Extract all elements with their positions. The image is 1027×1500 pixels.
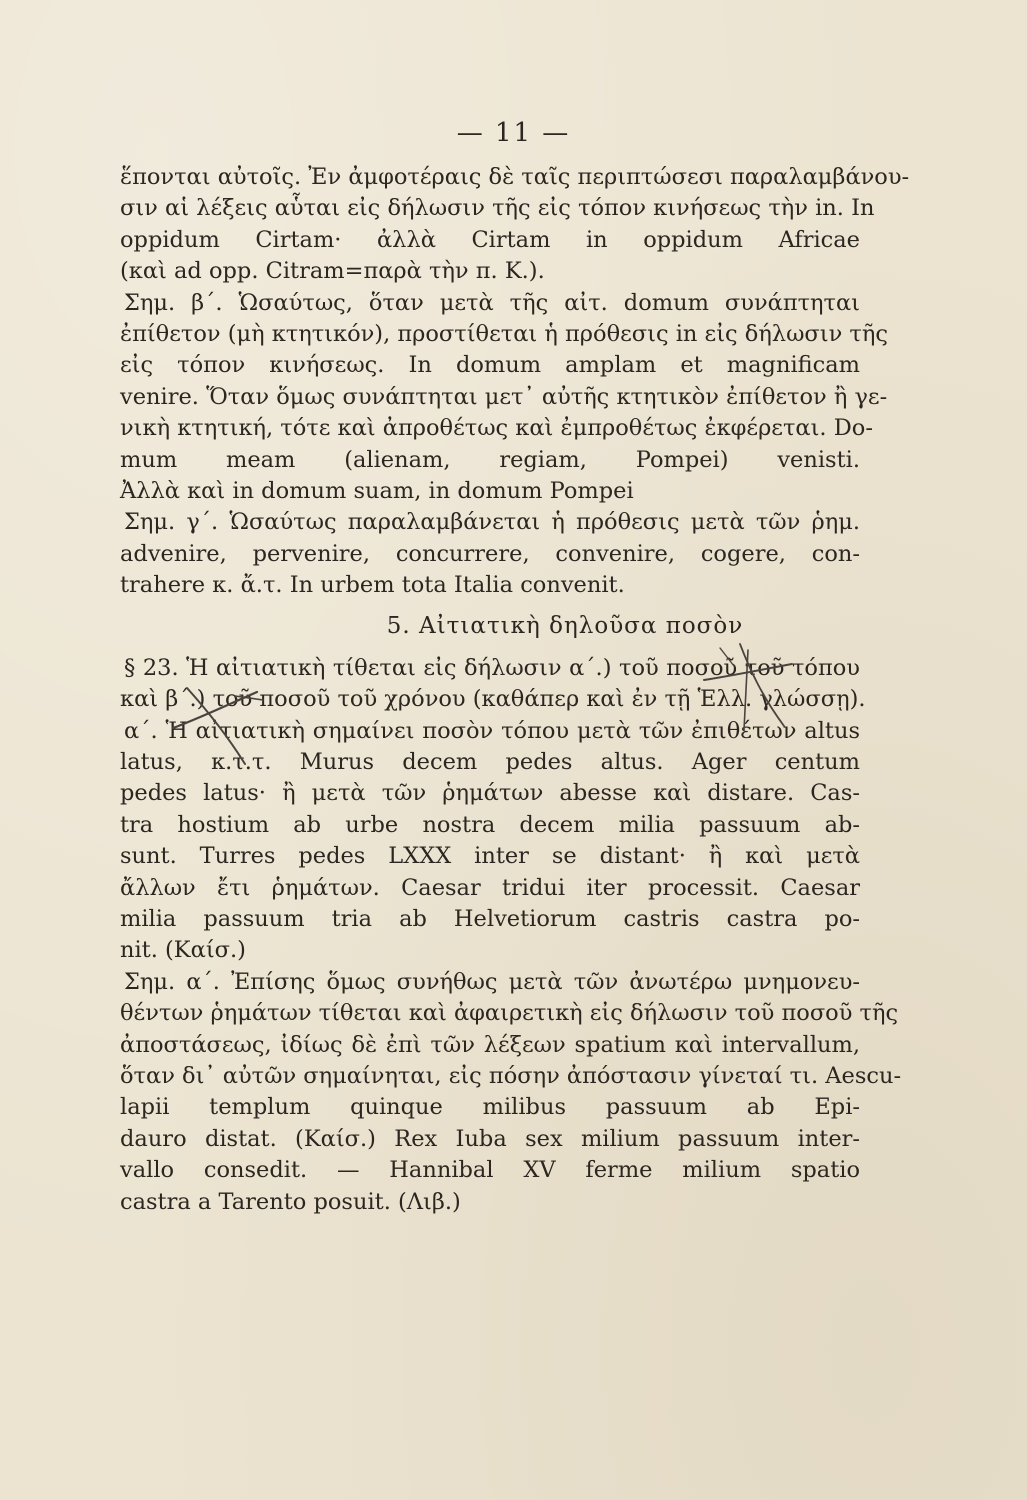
text-line: sunt. Turres pedes LXXX inter se distant· ἢ καὶ μετὰ (120, 843, 860, 870)
text-line: σιν αἱ λέξεις αὗται εἰς δήλωσιν τῆς εἰς τόπον κινήσεως τὴν in. In (120, 195, 875, 222)
text-line: trahere κ. ἄ.τ. In urbem tota Italia convenit. (120, 572, 625, 599)
text-line: lapii templum quinque milibus passuum ab Epi- (120, 1094, 860, 1121)
text-line: vallo consedit. — Hannibal XV ferme milium spatio (120, 1157, 860, 1184)
text-line: α΄. Ἡ αἰτιατικὴ σημαίνει ποσὸν τόπου μετὰ τῶν ἐπιθέτων altus (124, 717, 860, 744)
text-line: Ἀλλὰ καὶ in domum suam, in domum Pompei (120, 477, 634, 504)
text-line: εἰς τόπον κινήσεως. In domum amplam et magnificam (120, 352, 860, 379)
text-line: καὶ β΄.) τοῦ ποσοῦ τοῦ χρόνου (καθάπερ καὶ ἐν τῇ Ἑλλ. γλώσσῃ). (120, 686, 866, 713)
text-line: pedes latus· ἢ μετὰ τῶν ῥημάτων abesse καὶ distare. Cas- (120, 780, 860, 807)
text-line: ἐπίθετον (μὴ κτητικόν), προστίθεται ἡ πρόθεσις in εἰς δήλωσιν τῆς (120, 320, 888, 347)
text-line: dauro distat. (Καίσ.) Rex Iuba sex milium passuum inter- (120, 1125, 860, 1152)
text-line: castra a Tarento posuit. (Λιβ.) (120, 1188, 461, 1215)
text-line: venire. Ὅταν ὅμως συνάπτηται μετ᾽ αὐτῆς κτητικὸν ἐπίθετον ἢ γε- (120, 383, 888, 410)
text-line: advenire, pervenire, concurrere, convenire, cogere, con- (120, 540, 860, 567)
text-line: ἀποστάσεως, ἰδίως δὲ ἐπὶ τῶν λέξεων spatium καὶ intervallum, (120, 1031, 860, 1058)
text-line: θέντων ῥημάτων τίθεται καὶ ἀφαιρετικὴ εἰς δήλωσιν τοῦ ποσοῦ τῆς (120, 1000, 899, 1027)
text-line: mum meam (alienam, regiam, Pompei) venisti. (120, 446, 860, 473)
note-gamma-line: Σημ. γ΄. Ὡσαύτως παραλαμβάνεται ἡ πρόθεσις μετὰ τῶν ῥημ. (124, 509, 860, 536)
text-line: ἄλλων ἔτι ῥημάτων. Caesar tridui iter processit. Caesar (120, 874, 860, 901)
text-line: milia passuum tria ab Helvetiorum castris castra po- (120, 905, 860, 932)
text-line: νικὴ κτητική, τότε καὶ ἀπροθέτως καὶ ἐμπροθέτως ἐκφέρεται. Do- (120, 415, 873, 442)
section-heading: 5. Αἰτιατικὴ δηλοῦσα ποσὸν (386, 613, 744, 640)
text-line: oppidum Cirtam· ἀλλὰ Cirtam in oppidum Africae (120, 226, 860, 253)
text-line: (καὶ ad opp. Citram=παρὰ τὴν π. Κ.). (120, 258, 545, 285)
text-line: nit. (Καίσ.) (120, 937, 246, 964)
paragraph-23-line: § 23. Ἡ αἰτιατικὴ τίθεται εἰς δήλωσιν α΄.) τοῦ ποσοῦ τοῦ τόπου (124, 654, 860, 681)
text-line: ὅταν δι᾽ αὐτῶν σημαίνηται, εἰς πόσην ἀπόστασιν γίνεταί τι. Aescu- (120, 1062, 902, 1089)
note-alpha-line: Σημ. α΄. Ἐπίσης ὅμως συνήθως μετὰ τῶν ἀνωτέρω μνημονευ- (124, 968, 860, 995)
body-text (120, 162, 910, 1218)
note-beta-line: Σημ. β΄. Ὡσαύτως, ὅταν μετὰ τῆς αἰτ. domum συνάπτηται (124, 289, 860, 316)
text-line: ἕπονται αὐτοῖς. Ἐν ἀμφοτέραις δὲ ταῖς περιπτώσεσι παραλαμβάνου- (120, 164, 910, 190)
page-number: — 11 — (456, 118, 571, 148)
text-line: latus, κ.τ.τ. Murus decem pedes altus. Ager centum (120, 749, 860, 776)
text-line: tra hostium ab urbe nostra decem milia passuum ab- (120, 811, 860, 838)
